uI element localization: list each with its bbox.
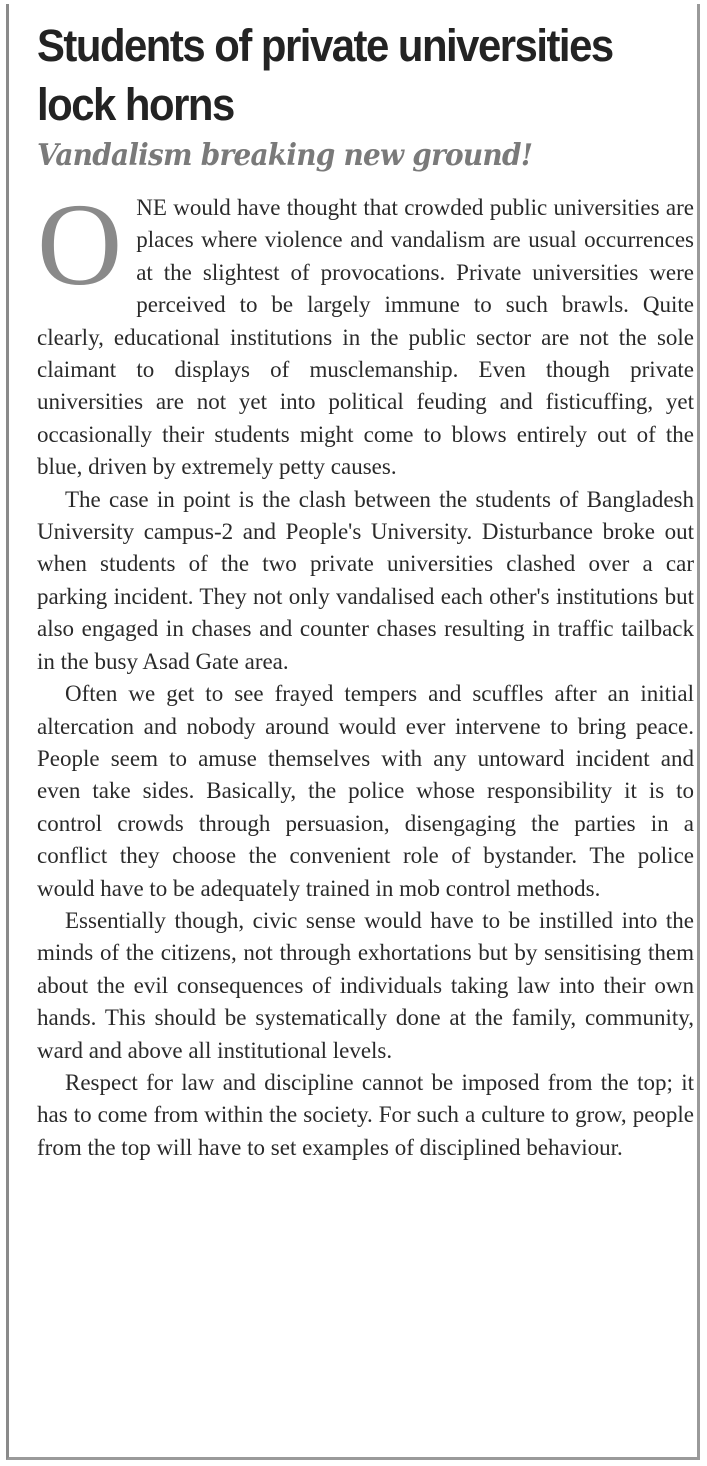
- paragraph-5: Respect for law and discipline cannot be imposed from the top; it has to come from within the society. For such a culture to grow, people from the top will have to set examples of disciplined behaviour.: [37, 1069, 694, 1160]
- paragraph-3: Often we get to see frayed tempers and scuffles after an initial altercation and nobody around would ever intervene to bring peace. People seem to amuse themselves with any untoward incident and even take sides. Basically, the police whose responsibility it is to control crowds through persuasion, disengaging the parties in a conflict they choose the convenient role of bystander. The police would have to be adequately trained in mob control methods.: [37, 681, 694, 901]
- paragraph-1: [37, 179, 694, 484]
- paragraph-1-text: NE would have thought that crowded public universities are places where violence and vandalism are usual occurrences at the slightest of provocations. Private universities were perceived to be largely immune to such brawls. Quite clearly, educational institutions in the public sector are not the sole claimant to displays of musclemanship. Even though private universities are not yet into political feuding and fisticuffing, yet occasionally their students might come to blows entirely out of the blue, driven by extremely petty causes.: [37, 195, 694, 480]
- article-frame: [6, 4, 700, 1460]
- article: [37, 4, 694, 1164]
- paragraph-2: The case in point is the clash between the students of Bangladesh University campus-2 and People's University. Disturbance broke out when students of the two private universities clashed over a car parking incident. They not only vandalised each other's institutions but also engaged in chases and counter chases resulting in traffic tailback in the busy Asad Gate area.: [37, 486, 694, 674]
- subheadline: Vandalism breaking new ground!: [37, 138, 533, 173]
- headline: Students of private universities lock horns: [37, 20, 613, 130]
- paragraph-4: Essentially though, civic sense would have to be instilled into the minds of the citizens, not through exhortations but by sensitising them about the evil consequences of individuals taking law into their own hands. This should be systematically done at the family, community, ward and above all institutional levels.: [37, 907, 694, 1063]
- article-body: [37, 179, 694, 1164]
- drop-cap: O: [37, 179, 123, 310]
